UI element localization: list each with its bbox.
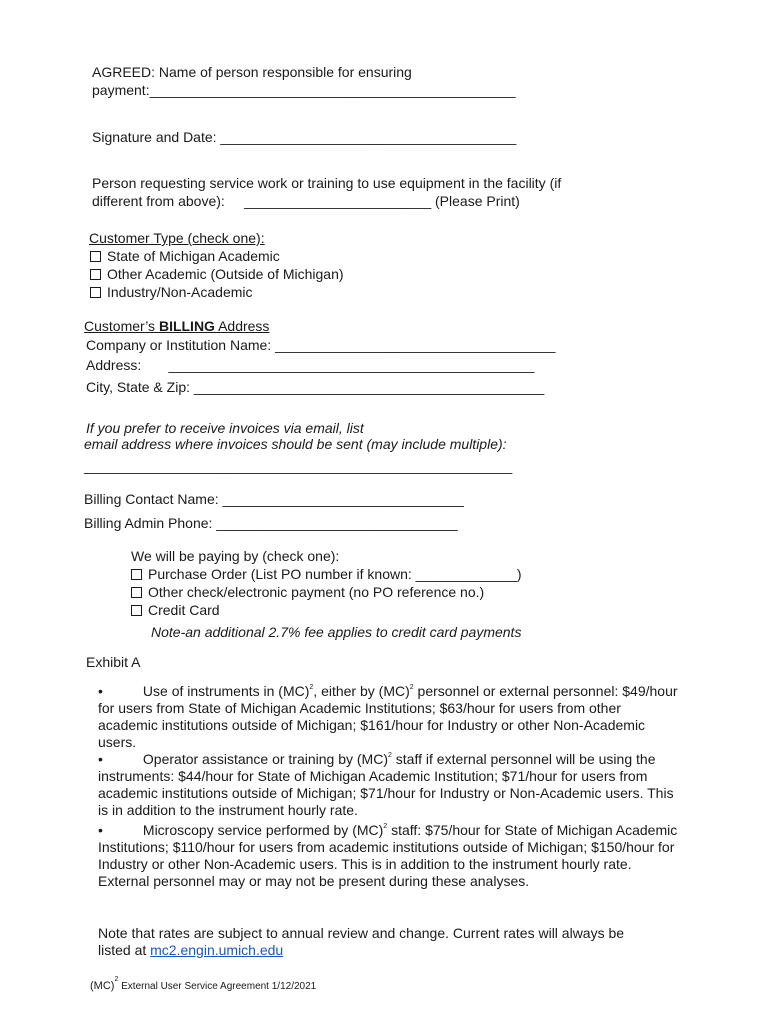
rates-note-line-1: Note that rates are subject to annual review and change. Current rates will always be [98,925,625,941]
requester-line-2[interactable]: different from above): ________________________ (Please Print) [92,193,520,209]
signature-date-field[interactable]: Signature and Date: ______________________________________ [92,129,517,145]
customer-type-heading: Customer Type (check one): [89,230,265,246]
agreed-line-1: AGREED: Name of person responsible for ensuring [92,64,412,80]
city-state-zip-field[interactable]: City, State & Zip: _____________________________________________ [86,379,545,395]
checkbox[interactable] [90,251,101,262]
address-field[interactable]: Address: _______________________________________________ [86,357,535,373]
agreed-line-2[interactable]: payment:_______________________________________________ [92,82,516,98]
checkbox[interactable] [131,587,142,598]
email-invoice-line-1: If you prefer to receive invoices via email, list [86,420,364,436]
payment-option-po[interactable]: Purchase Order (List PO number if known: _____________) [131,566,522,583]
rates-website-link[interactable]: mc2.engin.umich.edu [150,942,284,958]
checkbox[interactable] [90,269,101,280]
exhibit-item-instrument-use: • Use of instruments in (MC)$^2$, either by (MC)$^2$ personnel or external personnel: $49/hour for users from State of Michigan Academic Institutions; $63/hour for users from other academic institutions outside of Michigan; $161/hour for Industry or other Non-Academic users. [98,683,678,750]
bullet: • [98,822,103,838]
payment-heading: We will be paying by (check one): [131,548,340,564]
rates-note-line-2: listed at mc2.engin.umich.edu [98,942,284,958]
payment-option-check[interactable]: Other check/electronic payment (no PO reference no.) [131,584,484,601]
customer-type-option-other-academic[interactable]: Other Academic (Outside of Michigan) [90,266,344,283]
billing-admin-phone-field[interactable]: Billing Admin Phone: _______________________________ [84,515,458,531]
billing-address-heading: Customer’s BILLING Address [84,318,270,334]
email-invoice-line-2: email address where invoices should be sent (may include multiple): [84,436,507,452]
exhibit-item-operator-assistance: • Operator assistance or training by (MC)$^2$ staff if external personnel will be using the instruments: $44/hour for State of Michigan Academic Institution; $71/hour for users from academic institutions outside of Michigan; $71/hour for Industry or Non-Academic users. This is in addition to the instrument hourly rate. [98,751,674,818]
exhibit-item-microscopy-service: • Microscopy service performed by (MC)$^2$ staff: $75/hour for State of Michigan Academic Institutions; $110/hour for users from academic institutions outside of Michigan; $150/hour for Industry or other Non-Academic users. This is in addition to the instrument hourly rate. External personnel may or may not be present during these analyses. [98,822,678,889]
email-invoice-field[interactable]: _______________________________________________________ [84,458,513,474]
customer-type-option-industry[interactable]: Industry/Non-Academic [90,284,253,301]
customer-type-option-state-mi[interactable]: State of Michigan Academic [90,248,280,265]
payment-option-credit-card[interactable]: Credit Card [131,602,220,619]
exhibit-title: Exhibit A [86,654,141,670]
checkbox[interactable] [131,569,142,580]
bullet: • [98,683,103,699]
bullet: • [98,751,103,767]
credit-card-fee-note: Note-an additional 2.7% fee applies to credit card payments [151,624,522,640]
checkbox[interactable] [90,287,101,298]
footer-document-title: (MC)$^2$ External User Service Agreement 1/12/2021 [90,976,317,992]
requester-line-1: Person requesting service work or training to use equipment in the facility (if [92,175,562,191]
company-name-field[interactable]: Company or Institution Name: ____________________________________ [86,337,556,353]
checkbox[interactable] [131,605,142,616]
billing-contact-name-field[interactable]: Billing Contact Name: _______________________________ [84,491,464,507]
